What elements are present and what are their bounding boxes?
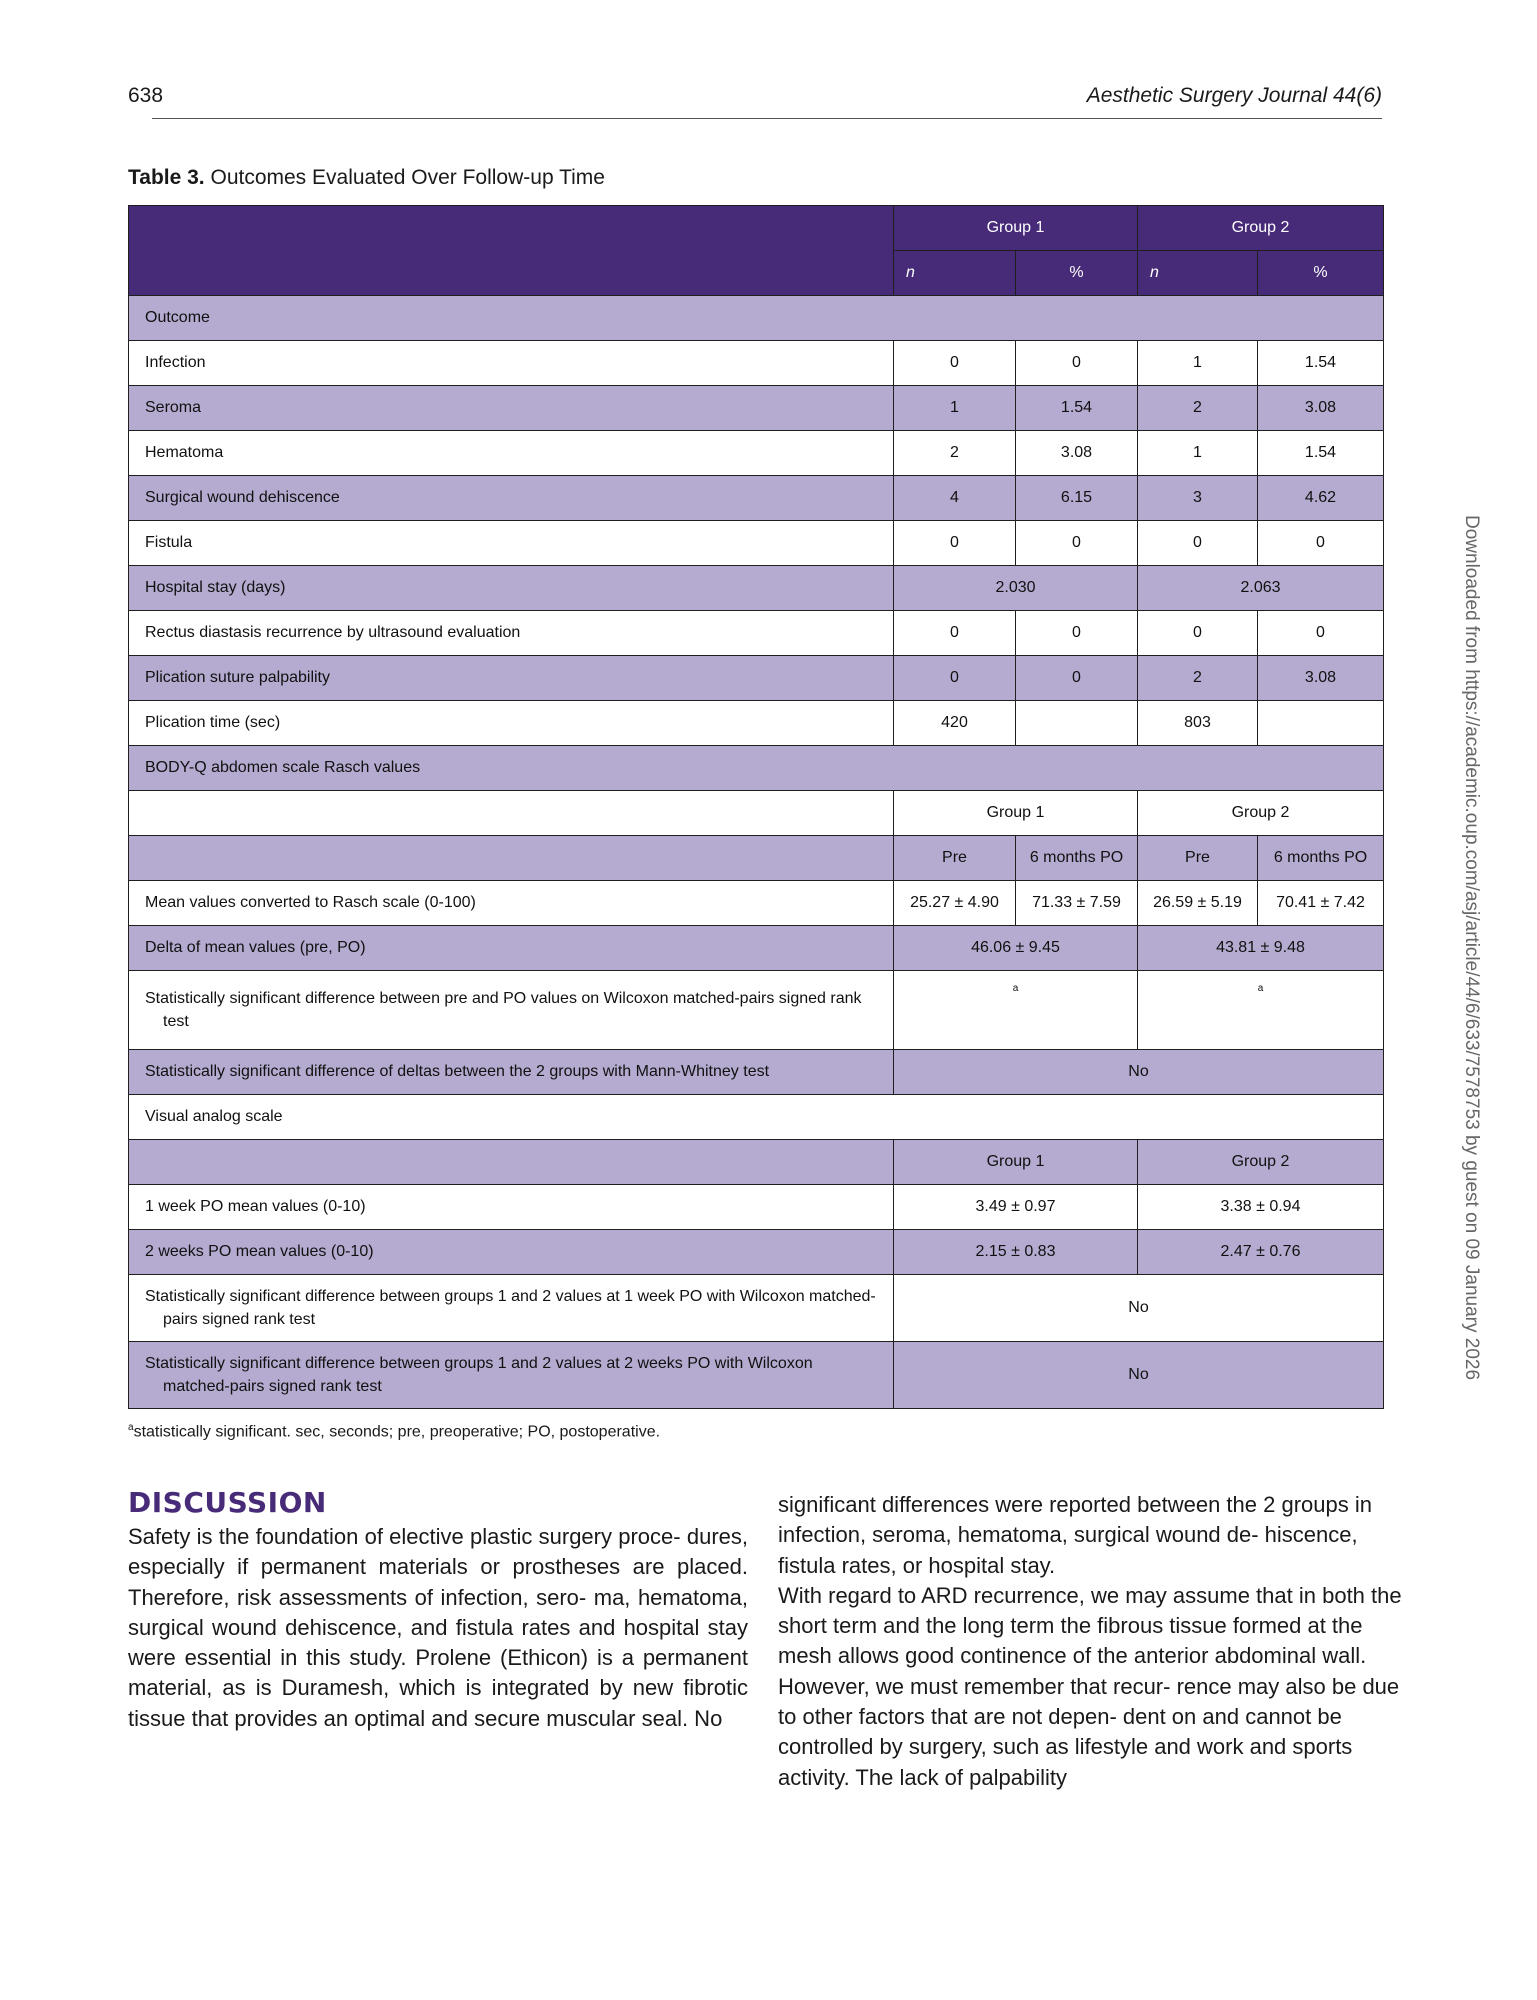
blank-cell	[129, 1140, 894, 1185]
row-label-cell	[129, 971, 894, 1050]
bodyq-g1-po: 6 months PO	[1016, 836, 1138, 881]
cell: 0	[1138, 611, 1258, 656]
row-label: Hematoma	[129, 431, 894, 476]
cell: 26.59 ± 5.19	[1138, 881, 1258, 926]
cell: 3.08	[1258, 656, 1384, 701]
cell: 2	[1138, 386, 1258, 431]
row-label: Seroma	[129, 386, 894, 431]
discussion-left-column	[128, 1522, 748, 1734]
cell: 46.06 ± 9.45	[894, 926, 1138, 971]
cell: 0	[1016, 521, 1138, 566]
discussion-paragraph: significant differences were reported between the 2 groups in infection, seroma, hematoma, surgical wound de- hiscence, fistula rates, or hospital stay.	[778, 1492, 1372, 1578]
journal-title: Aesthetic Surgery Journal 44(6)	[1086, 84, 1382, 107]
cell: 25.27 ± 4.90	[894, 881, 1016, 926]
footnote-marker: a	[128, 1422, 134, 1433]
cell: 2.15 ± 0.83	[894, 1230, 1138, 1275]
cell: 2	[894, 431, 1016, 476]
cell: 0	[894, 521, 1016, 566]
cell: 0	[894, 341, 1016, 386]
discussion-paragraph: Safety is the foundation of elective plastic surgery proce- dures, especially if permanent materials or prostheses are placed. Therefore, risk assessments of infection, sero- ma, hematoma, surgical wound dehiscence, and fistula rates and hospital stay were essential in this study. Prolene (Ethicon) is a permanent material, as is Duramesh, which is integrated by new fibrotic tissue that provides an optimal and secure muscular seal. No	[128, 1524, 748, 1731]
cell: 6.15	[1016, 476, 1138, 521]
cell	[894, 971, 1138, 1050]
cell: 43.81 ± 9.48	[1138, 926, 1384, 971]
footnote-marker: a	[1257, 983, 1264, 994]
cell: 0	[894, 611, 1016, 656]
header-g1-n: n	[894, 251, 1016, 296]
header-g2-pct: %	[1258, 251, 1384, 296]
table-header-blank	[129, 206, 894, 296]
section-vas: Visual analog scale	[129, 1095, 1384, 1140]
cell	[1138, 971, 1384, 1050]
cell: 0	[1016, 341, 1138, 386]
table-caption	[128, 166, 605, 190]
section-row	[129, 1095, 1384, 1140]
section-outcome: Outcome	[129, 296, 1384, 341]
row-label: Fistula	[129, 521, 894, 566]
table-footnote	[128, 1422, 660, 1441]
cell: 2	[1138, 656, 1258, 701]
footnote-marker: a	[1012, 983, 1019, 994]
section-bodyq: BODY-Q abdomen scale Rasch values	[129, 746, 1384, 791]
row-label: Statistically significant difference between groups 1 and 2 values at 1 week PO with Wilcoxon matched-pairs signed rank test	[145, 1288, 876, 1328]
cell: 3.08	[1016, 431, 1138, 476]
row-label: 2 weeks PO mean values (0-10)	[129, 1230, 894, 1275]
vas-group2: Group 2	[1138, 1140, 1384, 1185]
cell: 4.62	[1258, 476, 1384, 521]
row-label: Plication time (sec)	[129, 701, 894, 746]
header-group1: Group 1	[894, 206, 1138, 251]
section-row	[129, 296, 1384, 341]
row-label: Hospital stay (days)	[129, 566, 894, 611]
download-notice[interactable]: Downloaded from https://academic.oup.com/asj/article/44/6/633/7578753 by guest on 09 January 2026	[1461, 515, 1482, 1381]
cell: 1.54	[1258, 431, 1384, 476]
cell: 2.030	[894, 566, 1138, 611]
cell: No	[894, 1050, 1384, 1095]
table-row	[129, 431, 1384, 476]
table-row	[129, 1275, 1384, 1342]
table-row	[129, 611, 1384, 656]
row-label: Mean values converted to Rasch scale (0-100)	[129, 881, 894, 926]
cell	[1258, 701, 1384, 746]
blank-cell	[129, 836, 894, 881]
cell: 0	[1016, 656, 1138, 701]
header-group2: Group 2	[1138, 206, 1384, 251]
table-row	[129, 1185, 1384, 1230]
cell: 1.54	[1258, 341, 1384, 386]
header-rule	[152, 118, 1382, 119]
bodyq-group2: Group 2	[1138, 791, 1384, 836]
cell: 3.08	[1258, 386, 1384, 431]
cell: 1	[1138, 431, 1258, 476]
bodyq-g2-pre: Pre	[1138, 836, 1258, 881]
table-row	[129, 341, 1384, 386]
cell: 1	[894, 386, 1016, 431]
footnote-text: statistically significant. sec, seconds; pre, preoperative; PO, postoperative.	[133, 1423, 661, 1441]
cell: 0	[1016, 611, 1138, 656]
bodyq-group1: Group 1	[894, 791, 1138, 836]
discussion-paragraph: With regard to ARD recurrence, we may assume that in both the short term and the long term the fibrous tissue formed at the mesh allows good continence of the anterior abdominal wall. However, we must remember that recur- rence may also be due to other factors that are not depen- dent on and cannot be controlled by surgery, such as lifestyle and work and sports activity. The lack of palpability	[778, 1582, 1402, 1790]
table-row	[129, 1050, 1384, 1095]
cell: 3.49 ± 0.97	[894, 1185, 1138, 1230]
cell: No	[894, 1342, 1384, 1409]
header-g1-pct: %	[1016, 251, 1138, 296]
cell: 0	[1138, 521, 1258, 566]
table-row	[129, 971, 1384, 1050]
outcomes-table	[128, 205, 1384, 1409]
cell: 0	[1258, 611, 1384, 656]
cell: 70.41 ± 7.42	[1258, 881, 1384, 926]
cell: 71.33 ± 7.59	[1016, 881, 1138, 926]
vas-group1: Group 1	[894, 1140, 1138, 1185]
bodyq-g2-po: 6 months PO	[1258, 836, 1384, 881]
cell: 1.54	[1016, 386, 1138, 431]
cell: 0	[894, 656, 1016, 701]
cell: 2.47 ± 0.76	[1138, 1230, 1384, 1275]
cell: No	[894, 1275, 1384, 1342]
cell: 3	[1138, 476, 1258, 521]
table-row	[129, 656, 1384, 701]
row-label: Surgical wound dehiscence	[129, 476, 894, 521]
row-label: Rectus diastasis recurrence by ultrasound evaluation	[129, 611, 894, 656]
row-label: 1 week PO mean values (0-10)	[129, 1185, 894, 1230]
table-row	[129, 566, 1384, 611]
table-row	[129, 521, 1384, 566]
cell: 2.063	[1138, 566, 1384, 611]
table-header-row	[129, 206, 1384, 251]
bodyq-g1-pre: Pre	[894, 836, 1016, 881]
table-row	[129, 476, 1384, 521]
row-label: Statistically significant difference between pre and PO values on Wilcoxon matched-pairs signed rank test	[145, 990, 862, 1030]
cell: 803	[1138, 701, 1258, 746]
row-label: Delta of mean values (pre, PO)	[129, 926, 894, 971]
discussion-right-column	[778, 1490, 1408, 1793]
row-label: Infection	[129, 341, 894, 386]
bodyq-timepoint-row	[129, 836, 1384, 881]
cell: 4	[894, 476, 1016, 521]
page-number: 638	[128, 84, 164, 107]
cell: 1	[1138, 341, 1258, 386]
table-caption-text: Outcomes Evaluated Over Follow-up Time	[210, 166, 605, 189]
table-row	[129, 881, 1384, 926]
table-caption-label: Table 3.	[128, 166, 205, 189]
vas-group-row	[129, 1140, 1384, 1185]
section-row	[129, 746, 1384, 791]
table-row	[129, 926, 1384, 971]
cell: 420	[894, 701, 1016, 746]
cell	[1016, 701, 1138, 746]
discussion-heading: DISCUSSION	[128, 1486, 327, 1519]
cell: 0	[1258, 521, 1384, 566]
row-label: Plication suture palpability	[129, 656, 894, 701]
table-row	[129, 386, 1384, 431]
header-g2-n: n	[1138, 251, 1258, 296]
table-row	[129, 1342, 1384, 1409]
cell: 3.38 ± 0.94	[1138, 1185, 1384, 1230]
blank-cell	[129, 791, 894, 836]
bodyq-group-row	[129, 791, 1384, 836]
row-label-cell	[129, 1275, 894, 1342]
row-label-cell	[129, 1342, 894, 1409]
table-row	[129, 1230, 1384, 1275]
table-row	[129, 701, 1384, 746]
row-label: Statistically significant difference of deltas between the 2 groups with Mann-Whitney test	[129, 1050, 894, 1095]
row-label: Statistically significant difference between groups 1 and 2 values at 2 weeks PO with Wilcoxon matched-pairs signed rank test	[145, 1355, 813, 1395]
